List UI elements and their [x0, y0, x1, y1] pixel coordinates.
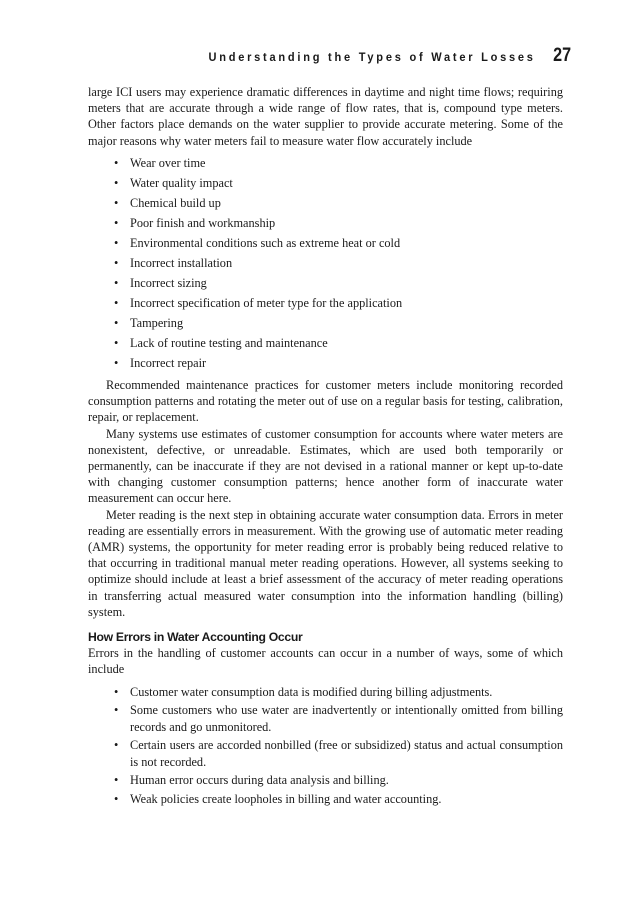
list-item: • Lack of routine testing and maintenance	[114, 335, 563, 351]
list-item: • Incorrect sizing	[114, 275, 563, 291]
meter-failure-list	[88, 155, 563, 371]
list-item: • Water quality impact	[114, 175, 563, 191]
list-item: • Human error occurs during data analysis and billing.	[114, 772, 563, 788]
page-body	[88, 84, 563, 813]
list-item: • Some customers who use water are inadvertently or intentionally omitted from billing records and go unmonitored.	[114, 702, 563, 734]
page-number: 27	[553, 45, 571, 66]
list-item: • Poor finish and workmanship	[114, 215, 563, 231]
intro-paragraph: large ICI users may experience dramatic differences in daytime and night time flows; requiring meters that are accurate through a wide range of flow rates, that is, compound type meters. Other factors place demands on the water supplier to provide accurate metering. Some of the major reasons why water meters fail to measure water flow accurately include	[88, 85, 563, 148]
section-intro-paragraph: Errors in the handling of customer accounts can occur in a number of ways, some of which include	[88, 646, 563, 677]
list-item: • Environmental conditions such as extreme heat or cold	[114, 235, 563, 251]
section-heading: How Errors in Water Accounting Occur	[88, 630, 303, 645]
accounting-errors-list	[88, 684, 563, 808]
list-item: • Certain users are accorded nonbilled (free or subsidized) status and actual consumption is not recorded.	[114, 737, 563, 769]
running-title: Understanding the Types of Water Losses	[208, 50, 536, 64]
list-item: • Incorrect installation	[114, 255, 563, 271]
running-header	[180, 45, 571, 67]
maintenance-paragraph: Recommended maintenance practices for customer meters include monitoring recorded consumption patterns and rotating the meter out of use on a regular basis for testing, calibration, repair, or replacement.	[88, 378, 563, 425]
list-item: • Incorrect specification of meter type for the application	[114, 295, 563, 311]
list-item: • Wear over time	[114, 155, 563, 171]
list-item: • Customer water consumption data is modified during billing adjustments.	[114, 684, 563, 700]
list-item: • Tampering	[114, 315, 563, 331]
meter-reading-paragraph: Meter reading is the next step in obtaining accurate water consumption data. Errors in meter reading are essentially errors in measurement. With the growing use of automatic meter reading (AMR) systems, the opportunity for meter reading error is probably being reduced relative to that occurring in traditional manual meter reading operations. However, all systems seeking to optimize should include at least a brief assessment of the accuracy of meter reading operations in transferring actual measured water consumption into the information handling (billing) system.	[88, 507, 563, 619]
list-item: • Incorrect repair	[114, 355, 563, 371]
list-item: • Chemical build up	[114, 195, 563, 211]
list-item: • Weak policies create loopholes in billing and water accounting.	[114, 791, 563, 807]
estimates-paragraph: Many systems use estimates of customer consumption for accounts where water meters are nonexistent, defective, or unreadable. Estimates, which are used both temporarily or permanently, can be inaccurate if they are not devised in a rational manner or kept up-to-date with changing customer consumption patterns; hence another form of inaccurate water measurement can occur here.	[88, 426, 563, 506]
